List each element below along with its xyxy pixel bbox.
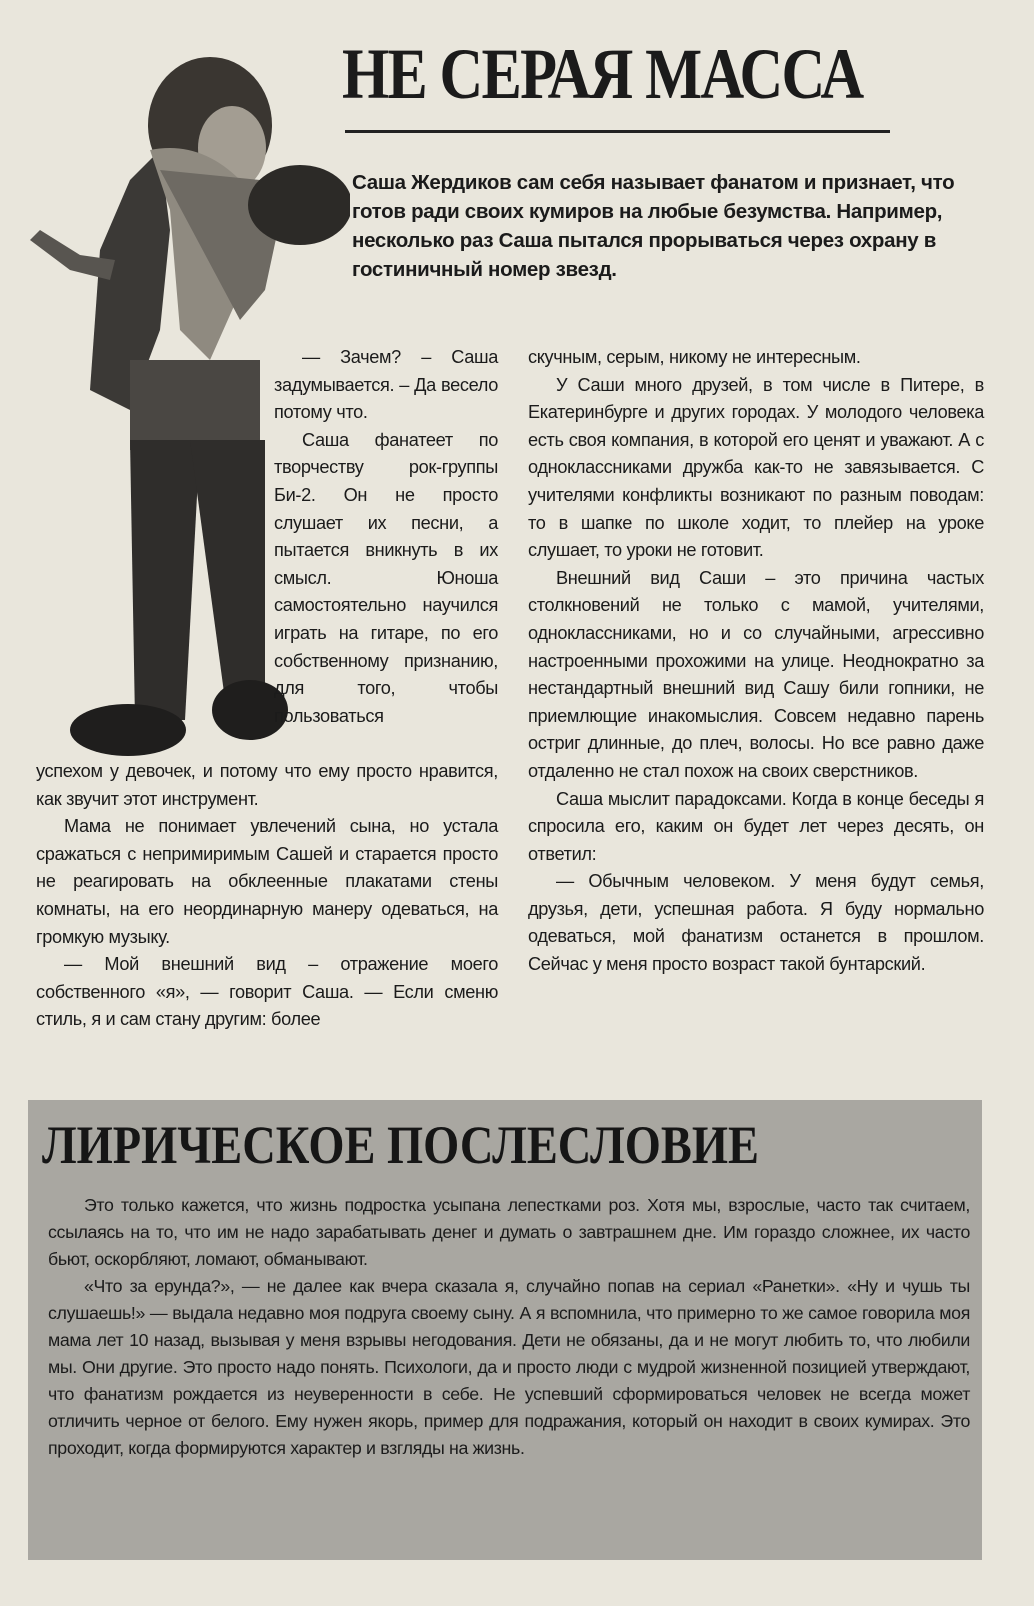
afterword-title: ЛИРИЧЕСКОЕ ПОСЛЕСЛОВИЕ (42, 1115, 759, 1175)
article-column-left (36, 758, 498, 1034)
title-rule (345, 130, 890, 133)
paragraph: Это только кажется, что жизнь подростка усыпана лепестками роз. Хотя мы, взрослые, часто так считаем, ссылаясь на то, что им не надо зарабатывать денег и думать о завтрашнем дне. Им гораздо сложнее, их часто бьют, оскорбляют, ломают, обманывают. (48, 1195, 970, 1269)
paragraph: Саша мыслит парадоксами. Когда в конце беседы я спросила его, каким он будет лет через десять, он ответил: (528, 788, 984, 864)
paragraph: Мама не понимает увлечений сына, но устала сражаться с непримиримым Сашей и старается просто не реагировать на обклеенные плакатами стены комнаты, на его неординарную манеру одеваться, на громкую музыку. (36, 816, 498, 947)
article-title: НЕ СЕРАЯ МАССА (342, 34, 863, 114)
paragraph: Саша фанатеет по творчеству рок-группы Би-2. Он не просто слушает их песни, а пытается вникнуть в их смысл. Юноша самостоятельно научился играть на гитаре, по его собственному признанию, для того, чтобы пользоваться (274, 429, 498, 726)
paragraph: успехом у девочек, и потому что ему просто нравится, как звучит этот инструмент. (36, 761, 498, 809)
paragraph: — Зачем? – Саша задумывается. – Да весело потому что. (274, 347, 498, 423)
paragraph: — Обычным человеком. У меня будут семья, друзья, дети, успешная работа. Я буду нормально одеваться, мой фанатизм останется в прошлом. Сейчас у меня просто возраст такой бунтарский. (528, 871, 984, 975)
paragraph: Внешний вид Саши – это причина частых столкновений не только с мамой, учителями, одноклассниками, но и со случайными, агрессивно настроенными прохожими на улице. Неоднократно за нестандартный внешний вид Сашу били гопники, не приемлющие инакомыслия. Совсем недавно парень остриг длинные, до плеч, волосы. Но все равно даже отдаленно не стал похож на своих сверстников. (528, 567, 984, 781)
paragraph: — Мой внешний вид – отражение моего собственного «я», — говорит Саша. — Если сменю стиль, я и сам стану другим: более (36, 954, 498, 1030)
article-column-right (528, 344, 984, 979)
article-column-wrap (274, 344, 498, 730)
paragraph: У Саши много друзей, в том числе в Питере, в Екатеринбурге и других городах. У молодого человека есть своя компания, в которой его ценят и уважают. А с одноклассниками дружба как-то не завязывается. С учителями конфликты возникают по разным поводам: то в шапке по школе ходит, то плейер на уроке слушает, то уроки не готовит. (528, 374, 984, 561)
paragraph: «Что за ерунда?», — не далее как вчера сказала я, случайно попав на сериал «Ранетки». «Ну и чушь ты слушаешь!» — выдала недавно моя подруга своему сыну. А я вспомнила, что примерно то же самое говорила моя мама лет 10 назад, вызывая у меня взрывы негодования. Дети не обязаны, да и не могут любить то, что любили мы. Они другие. Это просто надо понять. Психологи, да и просто люди с мудрой жизненной позицией утверждают, что фанатизм рождается из неуверенности в себе. Не успевший сформироваться человек не всегда может отличить черное от белого. Ему нужен якорь, пример для подражания, который он находит в своих кумирах. Это проходит, когда формируются характер и взгляды на жизнь. (48, 1276, 970, 1458)
paragraph: скучным, серым, никому не интересным. (528, 347, 861, 367)
article-lead: Саша Жердиков сам себя называет фанатом и признает, что готов ради своих кумиров на любые безумства. Например, несколько раз Саша пытался прорываться через охрану в гостиничный номер звезд. (352, 171, 955, 281)
afterword-text (48, 1192, 970, 1462)
